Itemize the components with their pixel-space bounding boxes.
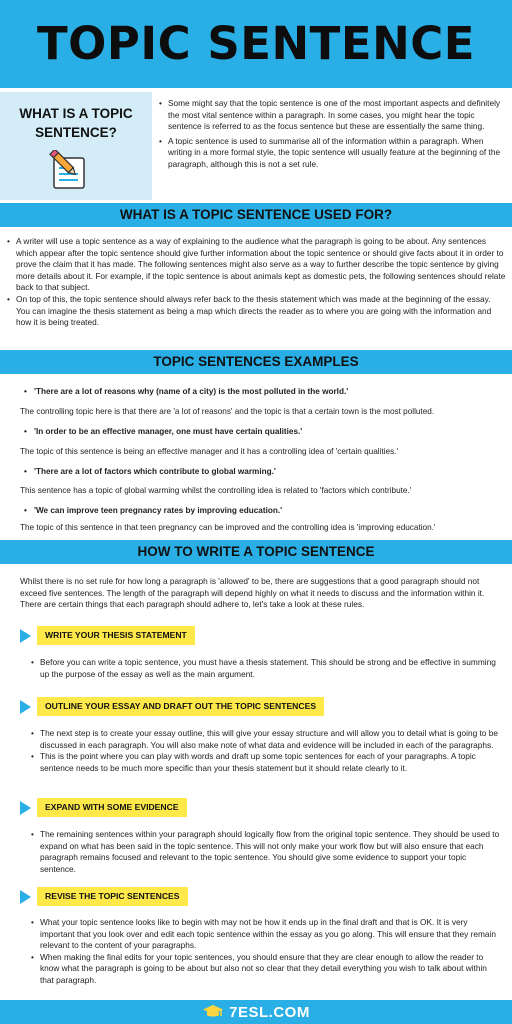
step-label: WRITE YOUR THESIS STATEMENT: [37, 626, 195, 645]
step-heading-evidence: [20, 798, 187, 817]
step-bullet: • The remaining sentences within your paragraph should logically flow from the original topic sentence. They should be used to expand on what has been said in the topic sentence. This will not only make your work flow but will also ensure that each paragraph remains focused and relevant to the topic sentence. You should give some evidence to support your topic sentence.: [30, 829, 502, 875]
example-description: The topic of this sentence is being an effective manager and it has a controlling idea of 'certain qualities.': [20, 447, 399, 456]
step-label: REVISE THE TOPIC SENTENCES: [37, 887, 188, 906]
step-heading-thesis: [20, 626, 195, 645]
step-body-thesis: [30, 657, 502, 680]
used-for-text: [6, 236, 506, 329]
used-for-bullet: • On top of this, the topic sentence should always refer back to the thesis statement which was made at the beginning of the essay. You can imagine the thesis statement as being a map which directs the reader as to where you are going with the information and how it is being treated.: [6, 294, 506, 329]
step-body-evidence: [30, 829, 502, 875]
used-for-bullet: • A writer will use a topic sentence as a way of explaining to the audience what the paragraph is going to be about. Any sentences which appear after the topic sentence should give further information about the topic sentence or should give facts about it in order to prove the claim that it has made. The following sentences might also serve as a way to further describe the topic sentence by giving more details about it. For example, if the topic sentence is about animals kept as domestic pets, the following sentences should relate back to that subject.: [6, 236, 506, 294]
arrow-right-icon: [20, 801, 31, 815]
example-description: The controlling topic here is that there are 'a lot of reasons' and the topic is that a certain town is the most polluted.: [20, 407, 435, 416]
step-label: OUTLINE YOUR ESSAY AND DRAFT OUT THE TOPIC SENTENCES: [37, 697, 324, 716]
example-quote: • 'There are a lot of reasons why (name of a city) is the most polluted in the world.': [24, 386, 504, 397]
example-description: The topic of this sentence in that teen pregnancy can be improved and the controlling idea is 'improving education.': [20, 523, 436, 532]
step-bullet: • What your topic sentence looks like to begin with may not be how it ends up in the final draft and that is OK. It is very important that you look over and edit each topic sentence within the essay as you go along. This will ensure that they remain relevant to the content of your paragraphs.: [30, 917, 502, 952]
intro-bullet: • Some might say that the topic sentence is one of the most important aspects and definitely the most vital sentence within a paragraph. In some cases, you might hear the topic sentence is referred to as the focus sentence but these are essentially the same thing.: [158, 98, 508, 133]
step-heading-revise: [20, 887, 188, 906]
arrow-right-icon: [20, 629, 31, 643]
intro-bullet: • A topic sentence is used to summarise all of the information within a paragraph. When writing in a more formal style, the topic sentence will usually feature at the beginning of the paragraph, although this is not a set rule.: [158, 136, 508, 171]
footer: [0, 1000, 512, 1024]
logo-text: 7ESL.COM: [229, 1003, 310, 1021]
step-label: EXPAND WITH SOME EVIDENCE: [37, 798, 187, 817]
arrow-right-icon: [20, 700, 31, 714]
intro-section: [0, 92, 512, 200]
pencil-document-icon: [48, 150, 92, 192]
howto-intro: Whilst there is no set rule for how long a paragraph is 'allowed' to be, there are suggestions that a good paragraph should not exceed five sentences. The length of the paragraph will depend highly on what it needs to discuss and the information within it. There are certain things that each paragraph should adhere to, let's take a look at these rules.: [20, 576, 485, 610]
step-body-outline: [30, 728, 502, 774]
step-heading-outline: [20, 697, 324, 716]
intro-text: [158, 98, 508, 171]
intro-heading: WHAT IS A TOPIC SENTENCE?: [19, 106, 133, 140]
intro-heading-panel: [0, 92, 152, 200]
step-bullet: • When making the final edits for your topic sentences, you should ensure that they are clear enough to allow the reader to know what the paragraph is going to be about but also not so clear that they detail everything you wish to talk about within that paragraph.: [30, 952, 502, 987]
howto-heading: HOW TO WRITE A TOPIC SENTENCE: [137, 544, 375, 559]
used-for-band: [0, 203, 512, 227]
howto-band: [0, 540, 512, 564]
logo[interactable]: [0, 1000, 512, 1024]
example-quote: • 'In order to be an effective manager, one must have certain qualities.': [24, 426, 504, 437]
step-bullet: • Before you can write a topic sentence, you must have a thesis statement. This should be strong and be effective in summing up the purpose of the essay as well as the main argument.: [30, 657, 502, 680]
title-band: [0, 0, 512, 88]
example-quote: • 'We can improve teen pregnancy rates by improving education.': [24, 505, 504, 516]
graduation-cap-icon: [202, 1004, 224, 1020]
arrow-right-icon: [20, 890, 31, 904]
step-bullet: • This is the point where you can play with words and draft up some topic sentences for each of your paragraphs. A topic sentence needs to be much more specific than your thesis statement but it should relate clearly to it.: [30, 751, 502, 774]
step-bullet: • The next step is to create your essay outline, this will give your essay structure and will allow you to detail what is going to be discussed in each paragraph. You will also make note of what data and evidence will be included in each of the paragraphs.: [30, 728, 502, 751]
examples-band: [0, 350, 512, 374]
example-description: This sentence has a topic of global warming whilst the controlling idea is related to 'factors which contribute.': [20, 486, 412, 495]
page-title: TOPIC SENTENCE: [36, 17, 476, 70]
used-for-heading: WHAT IS A TOPIC SENTENCE USED FOR?: [119, 207, 393, 222]
example-quote: • 'There are a lot of factors which contribute to global warming.': [24, 466, 504, 477]
step-body-revise: [30, 917, 502, 987]
examples-heading: TOPIC SENTENCES EXAMPLES: [153, 354, 359, 369]
